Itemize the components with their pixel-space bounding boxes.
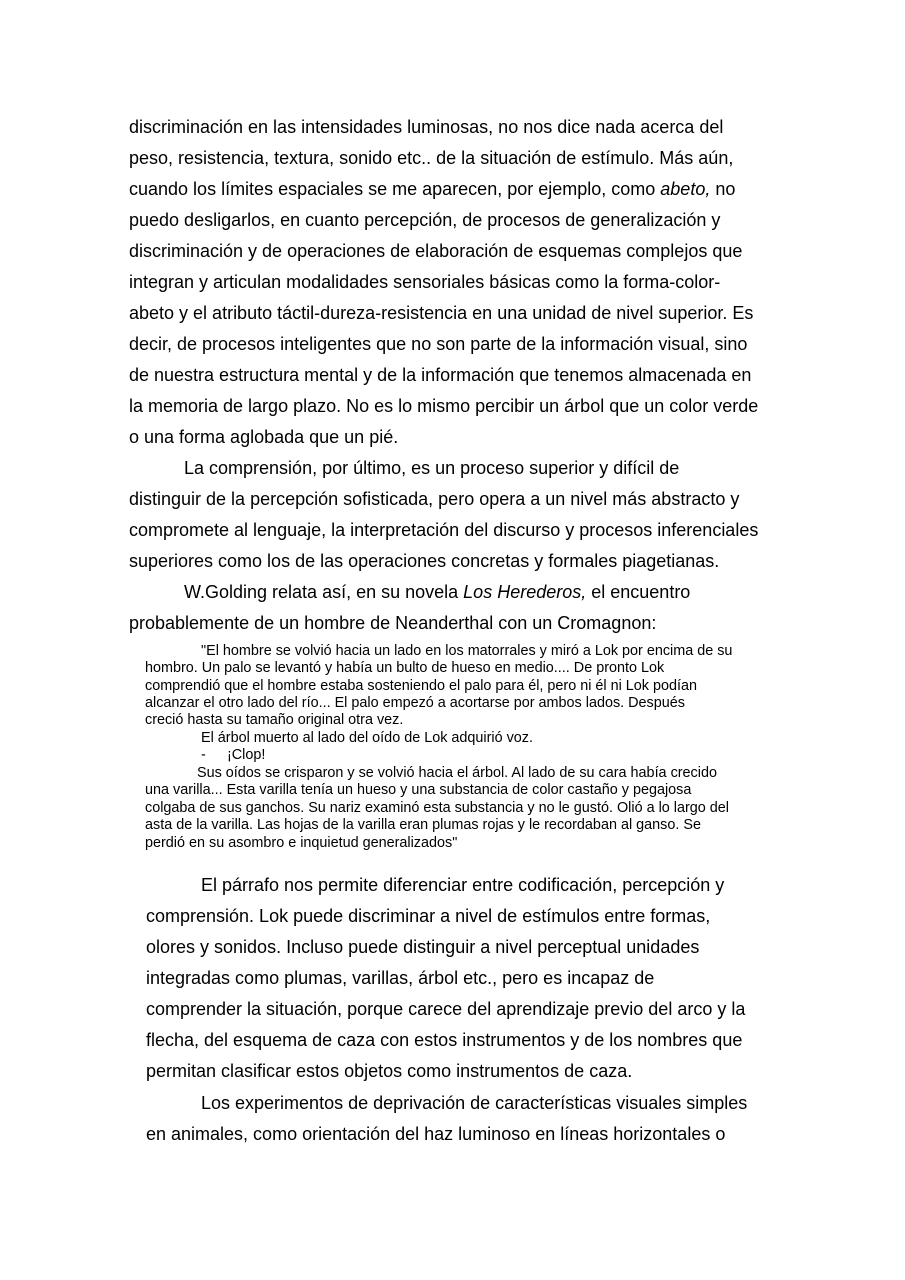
text-line: abeto y el atributo táctil-dureza-resistencia en una unidad de nivel superior. Es: [129, 303, 754, 323]
text-line: en animales, como orientación del haz luminoso en líneas horizontales o: [146, 1124, 726, 1144]
quote-line: colgaba de sus ganchos. Su nariz examinó esta substancia y no le gustó. Olió a lo largo del: [145, 800, 729, 816]
text-line: comprender la situación, porque carece del aprendizaje previo del arco y la: [146, 999, 746, 1019]
text-line: comprensión. Lok puede discriminar a nivel de estímulos entre formas,: [146, 906, 711, 926]
text-line: flecha, del esquema de caza con estos instrumentos y de los nombres que: [146, 1030, 743, 1050]
text-line: discriminación y de operaciones de elaboración de esquemas complejos que: [129, 241, 743, 261]
text-line: permitan clasificar estos objetos como instrumentos de caza.: [146, 1061, 633, 1081]
quote-dash: -: [201, 747, 206, 763]
text-line: decir, de procesos inteligentes que no son parte de la información visual, sino: [129, 334, 748, 354]
text-line: La comprensión, por último, es un proceso superior y difícil de: [184, 458, 680, 478]
text-line: El párrafo nos permite diferenciar entre codificación, percepción y: [201, 875, 725, 895]
quote-line: creció hasta su tamaño original otra vez.: [145, 712, 404, 728]
quote-line: perdió en su asombro e inquietud generalizados": [145, 835, 458, 851]
text-line: [129, 178, 735, 200]
text-line: probablemente de un hombre de Neanderthal con un Cromagnon:: [129, 613, 657, 633]
text-line: integran y articulan modalidades sensoriales básicas como la forma-color-: [129, 272, 721, 292]
text-line: o una forma aglobada que un pié.: [129, 427, 399, 447]
text-line: de nuestra estructura mental y de la información que tenemos almacenada en: [129, 365, 752, 385]
quote-line: Sus oídos se crisparon y se volvió hacia el árbol. Al lado de su cara había crecido: [197, 765, 717, 781]
quote-line: El árbol muerto al lado del oído de Lok adquirió voz.: [201, 730, 533, 746]
book-title: Los Herederos,: [463, 582, 587, 602]
quote-line: asta de la varilla. Las hojas de la varilla eran plumas rojas y le recordaban al ganso. Se: [145, 817, 701, 833]
text-span: no: [710, 179, 736, 199]
text-line: peso, resistencia, textura, sonido etc.. de la situación de estímulo. Más aún,: [129, 148, 734, 168]
text-line: olores y sonidos. Incluso puede distinguir a nivel perceptual unidades: [146, 937, 700, 957]
text-line: puedo desligarlos, en cuanto percepción, de procesos de generalización y: [129, 210, 721, 230]
text-span: cuando los límites espaciales se me aparecen, por ejemplo, como: [129, 179, 661, 199]
quote-line: alcanzar el otro lado del río... El palo empezó a acortarse por ambos lados. Después: [145, 695, 685, 711]
text-line: [184, 581, 690, 603]
text-line: discriminación en las intensidades luminosas, no nos dice nada acerca del: [129, 117, 724, 137]
quote-line: ¡Clop!: [227, 747, 266, 763]
text-line: la memoria de largo plazo. No es lo mismo percibir un árbol que un color verde: [129, 396, 759, 416]
text-line: compromete al lenguaje, la interpretación del discurso y procesos inferenciales: [129, 520, 759, 540]
quote-line: una varilla... Esta varilla tenía un hueso y una substancia de color castaño y pegajosa: [145, 782, 692, 798]
text-line: Los experimentos de deprivación de características visuales simples: [201, 1093, 748, 1113]
text-line: integradas como plumas, varillas, árbol etc., pero es incapaz de: [146, 968, 655, 988]
text-span: W.Golding relata así, en su novela: [184, 582, 464, 602]
text-span: el encuentro: [586, 582, 691, 602]
text-line: superiores como los de las operaciones concretas y formales piagetianas.: [129, 551, 720, 571]
text-line: distinguir de la percepción sofisticada, pero opera a un nivel más abstracto y: [129, 489, 740, 509]
italic-term: abeto,: [660, 179, 711, 199]
quote-line: hombro. Un palo se levantó y había un bulto de hueso en medio.... De pronto Lok: [145, 660, 665, 676]
quote-line: comprendió que el hombre estaba sosteniendo el palo para él, pero ni él ni Lok podían: [145, 678, 698, 694]
quote-line: "El hombre se volvió hacia un lado en los matorrales y miró a Lok por encima de su: [201, 643, 733, 659]
